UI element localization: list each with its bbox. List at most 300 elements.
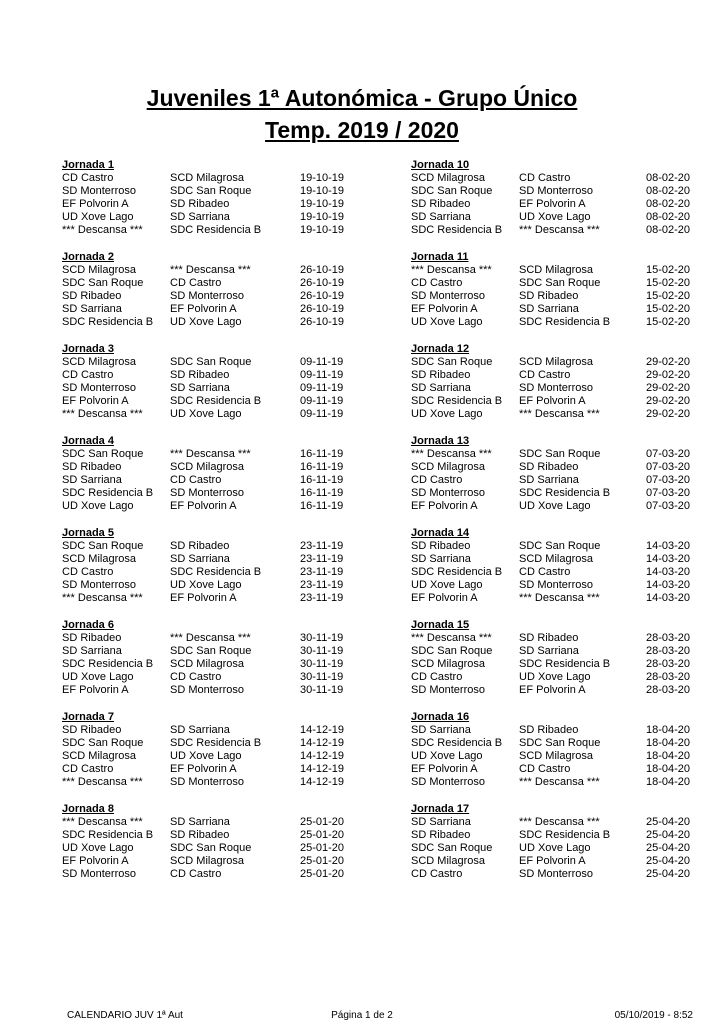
- match-date: 08-02-20: [645, 185, 690, 197]
- home-team: CD Castro: [411, 474, 463, 486]
- match-row: [411, 553, 690, 566]
- match-row: [62, 172, 392, 185]
- jornada-block: [62, 343, 392, 435]
- away-team: SDC San Roque: [170, 356, 252, 368]
- jornada-heading: Jornada 11: [411, 251, 469, 263]
- match-row: [62, 369, 392, 382]
- away-team: SD Ribadeo: [519, 632, 579, 644]
- match-date: 26-10-19: [300, 264, 345, 276]
- match-row: [62, 277, 392, 290]
- match-date: 14-12-19: [300, 776, 345, 788]
- jornada-block: [411, 251, 690, 343]
- away-team: SDC Residencia B: [519, 487, 611, 499]
- away-team: SD Sarriana: [170, 724, 230, 736]
- match-date: 30-11-19: [300, 632, 344, 644]
- match-row: [411, 474, 690, 487]
- footer-timestamp: 05/10/2019 - 8:52: [614, 1010, 693, 1021]
- home-team: SD Ribadeo: [62, 290, 122, 302]
- footer-document-name: CALENDARIO JUV 1ª Aut: [67, 1010, 183, 1021]
- match-date: 09-11-19: [300, 356, 344, 368]
- home-team: SCD Milagrosa: [62, 750, 136, 762]
- away-team: CD Castro: [519, 172, 571, 184]
- away-team: SD Monterroso: [519, 868, 593, 880]
- away-team: *** Descansa ***: [519, 408, 600, 420]
- match-row: [62, 645, 392, 658]
- home-team: SD Ribadeo: [62, 461, 122, 473]
- match-row: [411, 198, 690, 211]
- home-team: SD Monterroso: [62, 579, 136, 591]
- match-date: 15-02-20: [645, 303, 690, 315]
- away-team: SDC San Roque: [519, 277, 601, 289]
- away-team: SD Sarriana: [170, 211, 230, 223]
- match-date: 26-10-19: [300, 303, 345, 315]
- home-team: SD Monterroso: [62, 185, 136, 197]
- away-team: SD Ribadeo: [519, 290, 579, 302]
- away-team: CD Castro: [519, 369, 571, 381]
- home-team: SCD Milagrosa: [62, 356, 136, 368]
- away-team: SDC San Roque: [170, 185, 252, 197]
- away-team: SD Sarriana: [519, 303, 579, 315]
- match-date: 14-12-19: [300, 763, 345, 775]
- home-team: SDC San Roque: [411, 356, 493, 368]
- away-team: SCD Milagrosa: [519, 750, 593, 762]
- match-row: [62, 737, 392, 750]
- home-team: SDC Residencia B: [62, 487, 154, 499]
- match-row: [411, 500, 690, 513]
- match-date: 26-10-19: [300, 290, 345, 302]
- home-team: SCD Milagrosa: [411, 658, 485, 670]
- match-row: [62, 316, 392, 329]
- match-date: 14-03-20: [645, 566, 690, 578]
- match-date: 30-11-19: [300, 684, 344, 696]
- match-row: [411, 579, 690, 592]
- jornada-block: [62, 159, 392, 251]
- jornada-block: [62, 803, 392, 895]
- match-date: 19-10-19: [300, 211, 345, 223]
- away-team: SDC San Roque: [170, 645, 252, 657]
- jornada-heading: Jornada 5: [62, 527, 114, 539]
- away-team: SD Monterroso: [519, 185, 593, 197]
- match-date: 19-10-19: [300, 185, 345, 197]
- home-team: EF Polvorin A: [411, 500, 478, 512]
- match-date: 18-04-20: [645, 776, 690, 788]
- home-team: SDC Residencia B: [62, 316, 154, 328]
- match-row: [411, 277, 690, 290]
- away-team: SD Ribadeo: [170, 369, 230, 381]
- match-row: [411, 684, 690, 697]
- home-team: SDC Residencia B: [411, 395, 503, 407]
- home-team: EF Polvorin A: [411, 303, 478, 315]
- match-row: [411, 750, 690, 763]
- match-row: [411, 632, 690, 645]
- match-date: 18-04-20: [645, 737, 690, 749]
- match-row: [411, 776, 690, 789]
- home-team: SD Sarriana: [411, 382, 471, 394]
- home-team: SDC San Roque: [411, 185, 493, 197]
- home-team: EF Polvorin A: [62, 198, 129, 210]
- home-team: SCD Milagrosa: [411, 855, 485, 867]
- jornada-block: [62, 435, 392, 527]
- away-team: SCD Milagrosa: [519, 264, 593, 276]
- match-row: [62, 500, 392, 513]
- match-date: 18-04-20: [645, 724, 690, 736]
- home-team: SD Ribadeo: [411, 540, 471, 552]
- away-team: SDC Residencia B: [519, 829, 611, 841]
- jornada-heading: Jornada 12: [411, 343, 470, 355]
- jornada-heading: Jornada 2: [62, 251, 114, 263]
- match-date: 25-01-20: [300, 868, 345, 880]
- match-date: 29-02-20: [645, 369, 690, 381]
- away-team: UD Xove Lago: [170, 408, 242, 420]
- away-team: CD Castro: [170, 868, 222, 880]
- away-team: SDC San Roque: [170, 842, 252, 854]
- match-date: 18-04-20: [645, 763, 690, 775]
- match-date: 28-03-20: [645, 684, 690, 696]
- away-team: CD Castro: [519, 763, 571, 775]
- match-date: 28-03-20: [645, 671, 690, 683]
- home-team: SD Ribadeo: [411, 369, 471, 381]
- match-date: 07-03-20: [645, 448, 690, 460]
- match-row: [62, 776, 392, 789]
- home-team: SDC Residencia B: [411, 224, 503, 236]
- away-team: EF Polvorin A: [519, 855, 586, 867]
- match-row: [62, 474, 392, 487]
- match-row: [62, 198, 392, 211]
- home-team: SDC San Roque: [411, 842, 493, 854]
- home-team: *** Descansa ***: [62, 592, 143, 604]
- match-date: 28-03-20: [645, 645, 690, 657]
- match-row: [411, 356, 690, 369]
- home-team: CD Castro: [411, 277, 463, 289]
- home-team: SCD Milagrosa: [411, 172, 485, 184]
- match-row: [411, 461, 690, 474]
- home-team: SD Ribadeo: [411, 829, 471, 841]
- away-team: SDC Residencia B: [519, 316, 611, 328]
- match-date: 09-11-19: [300, 395, 344, 407]
- home-team: SDC Residencia B: [62, 658, 154, 670]
- away-team: UD Xove Lago: [519, 500, 591, 512]
- away-team: UD Xove Lago: [519, 671, 591, 683]
- match-date: 14-03-20: [645, 540, 690, 552]
- match-row: [411, 816, 690, 829]
- match-row: [62, 579, 392, 592]
- match-row: [411, 408, 690, 421]
- home-team: SD Sarriana: [62, 303, 122, 315]
- away-team: SDC San Roque: [519, 448, 601, 460]
- home-team: UD Xove Lago: [411, 316, 483, 328]
- match-date: 07-03-20: [645, 500, 690, 512]
- home-team: SCD Milagrosa: [411, 461, 485, 473]
- match-date: 14-03-20: [645, 579, 690, 591]
- schedule-column-left: [62, 159, 392, 895]
- match-date: 19-10-19: [300, 198, 345, 210]
- jornada-block: [62, 619, 392, 711]
- match-date: 25-04-20: [645, 842, 690, 854]
- match-row: [62, 290, 392, 303]
- match-row: [411, 290, 690, 303]
- jornada-heading: Jornada 15: [411, 619, 470, 631]
- match-row: [411, 868, 690, 881]
- match-date: 23-11-19: [300, 579, 344, 591]
- away-team: UD Xove Lago: [519, 211, 591, 223]
- match-row: [411, 487, 690, 500]
- jornada-block: [411, 527, 690, 619]
- jornada-heading: Jornada 3: [62, 343, 114, 355]
- away-team: *** Descansa ***: [170, 632, 251, 644]
- match-row: [411, 855, 690, 868]
- away-team: SD Ribadeo: [519, 724, 579, 736]
- away-team: SDC Residencia B: [519, 658, 611, 670]
- match-row: [411, 763, 690, 776]
- away-team: SD Monterroso: [519, 579, 593, 591]
- match-row: [62, 540, 392, 553]
- match-date: 25-04-20: [645, 855, 690, 867]
- match-date: 25-04-20: [645, 816, 690, 828]
- match-date: 25-01-20: [300, 855, 345, 867]
- home-team: SCD Milagrosa: [62, 553, 136, 565]
- match-date: 25-01-20: [300, 829, 345, 841]
- match-date: 09-11-19: [300, 382, 344, 394]
- match-row: [62, 448, 392, 461]
- match-row: [62, 356, 392, 369]
- home-team: *** Descansa ***: [62, 816, 143, 828]
- away-team: *** Descansa ***: [519, 224, 600, 236]
- jornada-heading: Jornada 16: [411, 711, 470, 723]
- jornada-block: [411, 343, 690, 435]
- jornada-block: [62, 251, 392, 343]
- match-date: 07-03-20: [645, 487, 690, 499]
- away-team: SD Ribadeo: [170, 198, 230, 210]
- match-date: 29-02-20: [645, 382, 690, 394]
- match-row: [411, 671, 690, 684]
- match-row: [62, 395, 392, 408]
- match-row: [411, 658, 690, 671]
- jornada-block: [411, 803, 690, 895]
- away-team: SCD Milagrosa: [170, 461, 244, 473]
- match-row: [411, 448, 690, 461]
- match-date: 08-02-20: [645, 224, 690, 236]
- home-team: SDC San Roque: [411, 645, 493, 657]
- match-date: 29-02-20: [645, 395, 690, 407]
- jornada-heading: Jornada 14: [411, 527, 470, 539]
- match-date: 25-04-20: [645, 868, 690, 880]
- home-team: CD Castro: [411, 868, 463, 880]
- home-team: UD Xove Lago: [62, 211, 134, 223]
- home-team: SD Ribadeo: [411, 198, 471, 210]
- match-date: 28-03-20: [645, 632, 690, 644]
- home-team: SDC Residencia B: [411, 737, 503, 749]
- away-team: SD Ribadeo: [170, 540, 230, 552]
- home-team: *** Descansa ***: [411, 448, 492, 460]
- match-date: 29-02-20: [645, 408, 690, 420]
- away-team: *** Descansa ***: [519, 592, 600, 604]
- match-date: 14-12-19: [300, 724, 345, 736]
- away-team: SDC Residencia B: [170, 224, 262, 236]
- home-team: SD Sarriana: [411, 211, 471, 223]
- match-row: [411, 185, 690, 198]
- match-row: [62, 855, 392, 868]
- away-team: SD Ribadeo: [519, 461, 579, 473]
- home-team: UD Xove Lago: [411, 750, 483, 762]
- match-date: 28-03-20: [645, 658, 690, 670]
- home-team: SCD Milagrosa: [62, 264, 136, 276]
- away-team: SCD Milagrosa: [170, 855, 244, 867]
- match-row: [62, 553, 392, 566]
- home-team: SD Monterroso: [411, 290, 485, 302]
- away-team: SD Sarriana: [170, 382, 230, 394]
- match-row: [411, 842, 690, 855]
- away-team: SCD Milagrosa: [519, 553, 593, 565]
- match-row: [62, 303, 392, 316]
- match-row: [62, 408, 392, 421]
- match-date: 23-11-19: [300, 553, 344, 565]
- season-subtitle: Temp. 2019 / 2020: [265, 117, 459, 143]
- match-row: [62, 842, 392, 855]
- away-team: EF Polvorin A: [519, 684, 586, 696]
- match-date: 16-11-19: [300, 461, 344, 473]
- home-team: SD Sarriana: [62, 645, 122, 657]
- home-team: SDC Residencia B: [62, 829, 154, 841]
- match-row: [411, 224, 690, 237]
- home-team: UD Xove Lago: [411, 408, 483, 420]
- match-row: [62, 658, 392, 671]
- away-team: SCD Milagrosa: [170, 172, 244, 184]
- match-row: [62, 461, 392, 474]
- home-team: SDC Residencia B: [411, 566, 503, 578]
- footer-page-number: Página 1 de 2: [331, 1010, 393, 1021]
- home-team: SD Monterroso: [411, 776, 485, 788]
- away-team: SDC San Roque: [519, 540, 601, 552]
- match-row: [411, 592, 690, 605]
- match-date: 19-10-19: [300, 172, 345, 184]
- match-date: 16-11-19: [300, 448, 344, 460]
- away-team: CD Castro: [170, 277, 222, 289]
- away-team: UD Xove Lago: [519, 842, 591, 854]
- match-row: [62, 211, 392, 224]
- match-row: [62, 382, 392, 395]
- jornada-block: [411, 435, 690, 527]
- match-date: 14-03-20: [645, 592, 690, 604]
- home-team: SD Monterroso: [62, 382, 136, 394]
- home-team: UD Xove Lago: [62, 500, 134, 512]
- match-date: 16-11-19: [300, 500, 344, 512]
- match-date: 26-10-19: [300, 277, 345, 289]
- home-team: SD Ribadeo: [62, 632, 122, 644]
- home-team: SDC San Roque: [62, 737, 144, 749]
- match-date: 25-01-20: [300, 842, 345, 854]
- match-date: 25-01-20: [300, 816, 345, 828]
- match-row: [411, 724, 690, 737]
- away-team: SD Monterroso: [170, 776, 244, 788]
- match-row: [62, 671, 392, 684]
- match-date: 07-03-20: [645, 461, 690, 473]
- jornada-heading: Jornada 1: [62, 159, 114, 171]
- home-team: CD Castro: [62, 566, 114, 578]
- jornada-heading: Jornada 13: [411, 435, 470, 447]
- away-team: SD Sarriana: [170, 816, 230, 828]
- home-team: *** Descansa ***: [62, 224, 143, 236]
- home-team: EF Polvorin A: [62, 684, 129, 696]
- page-title: Juveniles 1ª Autonómica - Grupo Único: [146, 85, 578, 111]
- home-team: SD Sarriana: [62, 474, 122, 486]
- match-row: [62, 592, 392, 605]
- match-row: [62, 566, 392, 579]
- jornada-block: [62, 711, 392, 803]
- match-date: 30-11-19: [300, 671, 344, 683]
- away-team: EF Polvorin A: [170, 500, 237, 512]
- home-team: CD Castro: [62, 763, 114, 775]
- jornada-heading: Jornada 4: [62, 435, 114, 447]
- match-date: 15-02-20: [645, 264, 690, 276]
- jornada-block: [411, 711, 690, 803]
- away-team: EF Polvorin A: [519, 395, 586, 407]
- match-row: [62, 684, 392, 697]
- match-row: [62, 750, 392, 763]
- match-date: 23-11-19: [300, 540, 344, 552]
- match-date: 30-11-19: [300, 645, 344, 657]
- match-row: [411, 303, 690, 316]
- home-team: UD Xove Lago: [62, 842, 134, 854]
- home-team: SDC San Roque: [62, 277, 144, 289]
- match-row: [411, 540, 690, 553]
- home-team: CD Castro: [411, 671, 463, 683]
- match-row: [62, 724, 392, 737]
- away-team: SD Monterroso: [170, 684, 244, 696]
- jornada-heading: Jornada 17: [411, 803, 470, 815]
- away-team: SD Sarriana: [170, 553, 230, 565]
- home-team: UD Xove Lago: [411, 579, 483, 591]
- match-row: [62, 816, 392, 829]
- home-team: SD Sarriana: [411, 816, 471, 828]
- match-date: 08-02-20: [645, 198, 690, 210]
- match-date: 18-04-20: [645, 750, 690, 762]
- match-date: 08-02-20: [645, 211, 690, 223]
- away-team: SDC Residencia B: [170, 395, 262, 407]
- match-row: [62, 185, 392, 198]
- away-team: EF Polvorin A: [170, 592, 237, 604]
- home-team: UD Xove Lago: [62, 671, 134, 683]
- jornada-block: [411, 619, 690, 711]
- home-team: SDC San Roque: [62, 448, 144, 460]
- away-team: *** Descansa ***: [170, 264, 251, 276]
- match-date: 25-04-20: [645, 829, 690, 841]
- home-team: SD Monterroso: [411, 684, 485, 696]
- home-team: CD Castro: [62, 172, 114, 184]
- match-date: 09-11-19: [300, 408, 344, 420]
- away-team: EF Polvorin A: [519, 198, 586, 210]
- match-row: [62, 763, 392, 776]
- match-date: 30-11-19: [300, 658, 344, 670]
- match-row: [411, 172, 690, 185]
- match-row: [411, 566, 690, 579]
- home-team: EF Polvorin A: [62, 855, 129, 867]
- match-date: 23-11-19: [300, 566, 344, 578]
- match-date: 09-11-19: [300, 369, 344, 381]
- match-row: [411, 829, 690, 842]
- away-team: SD Sarriana: [519, 645, 579, 657]
- schedule-column-right: [411, 159, 690, 895]
- match-date: 14-12-19: [300, 737, 345, 749]
- match-row: [411, 737, 690, 750]
- match-row: [411, 369, 690, 382]
- away-team: SD Monterroso: [170, 487, 244, 499]
- home-team: EF Polvorin A: [411, 592, 478, 604]
- away-team: SD Monterroso: [519, 382, 593, 394]
- away-team: CD Castro: [170, 671, 222, 683]
- away-team: SCD Milagrosa: [170, 658, 244, 670]
- match-date: 15-02-20: [645, 316, 690, 328]
- away-team: UD Xove Lago: [170, 316, 242, 328]
